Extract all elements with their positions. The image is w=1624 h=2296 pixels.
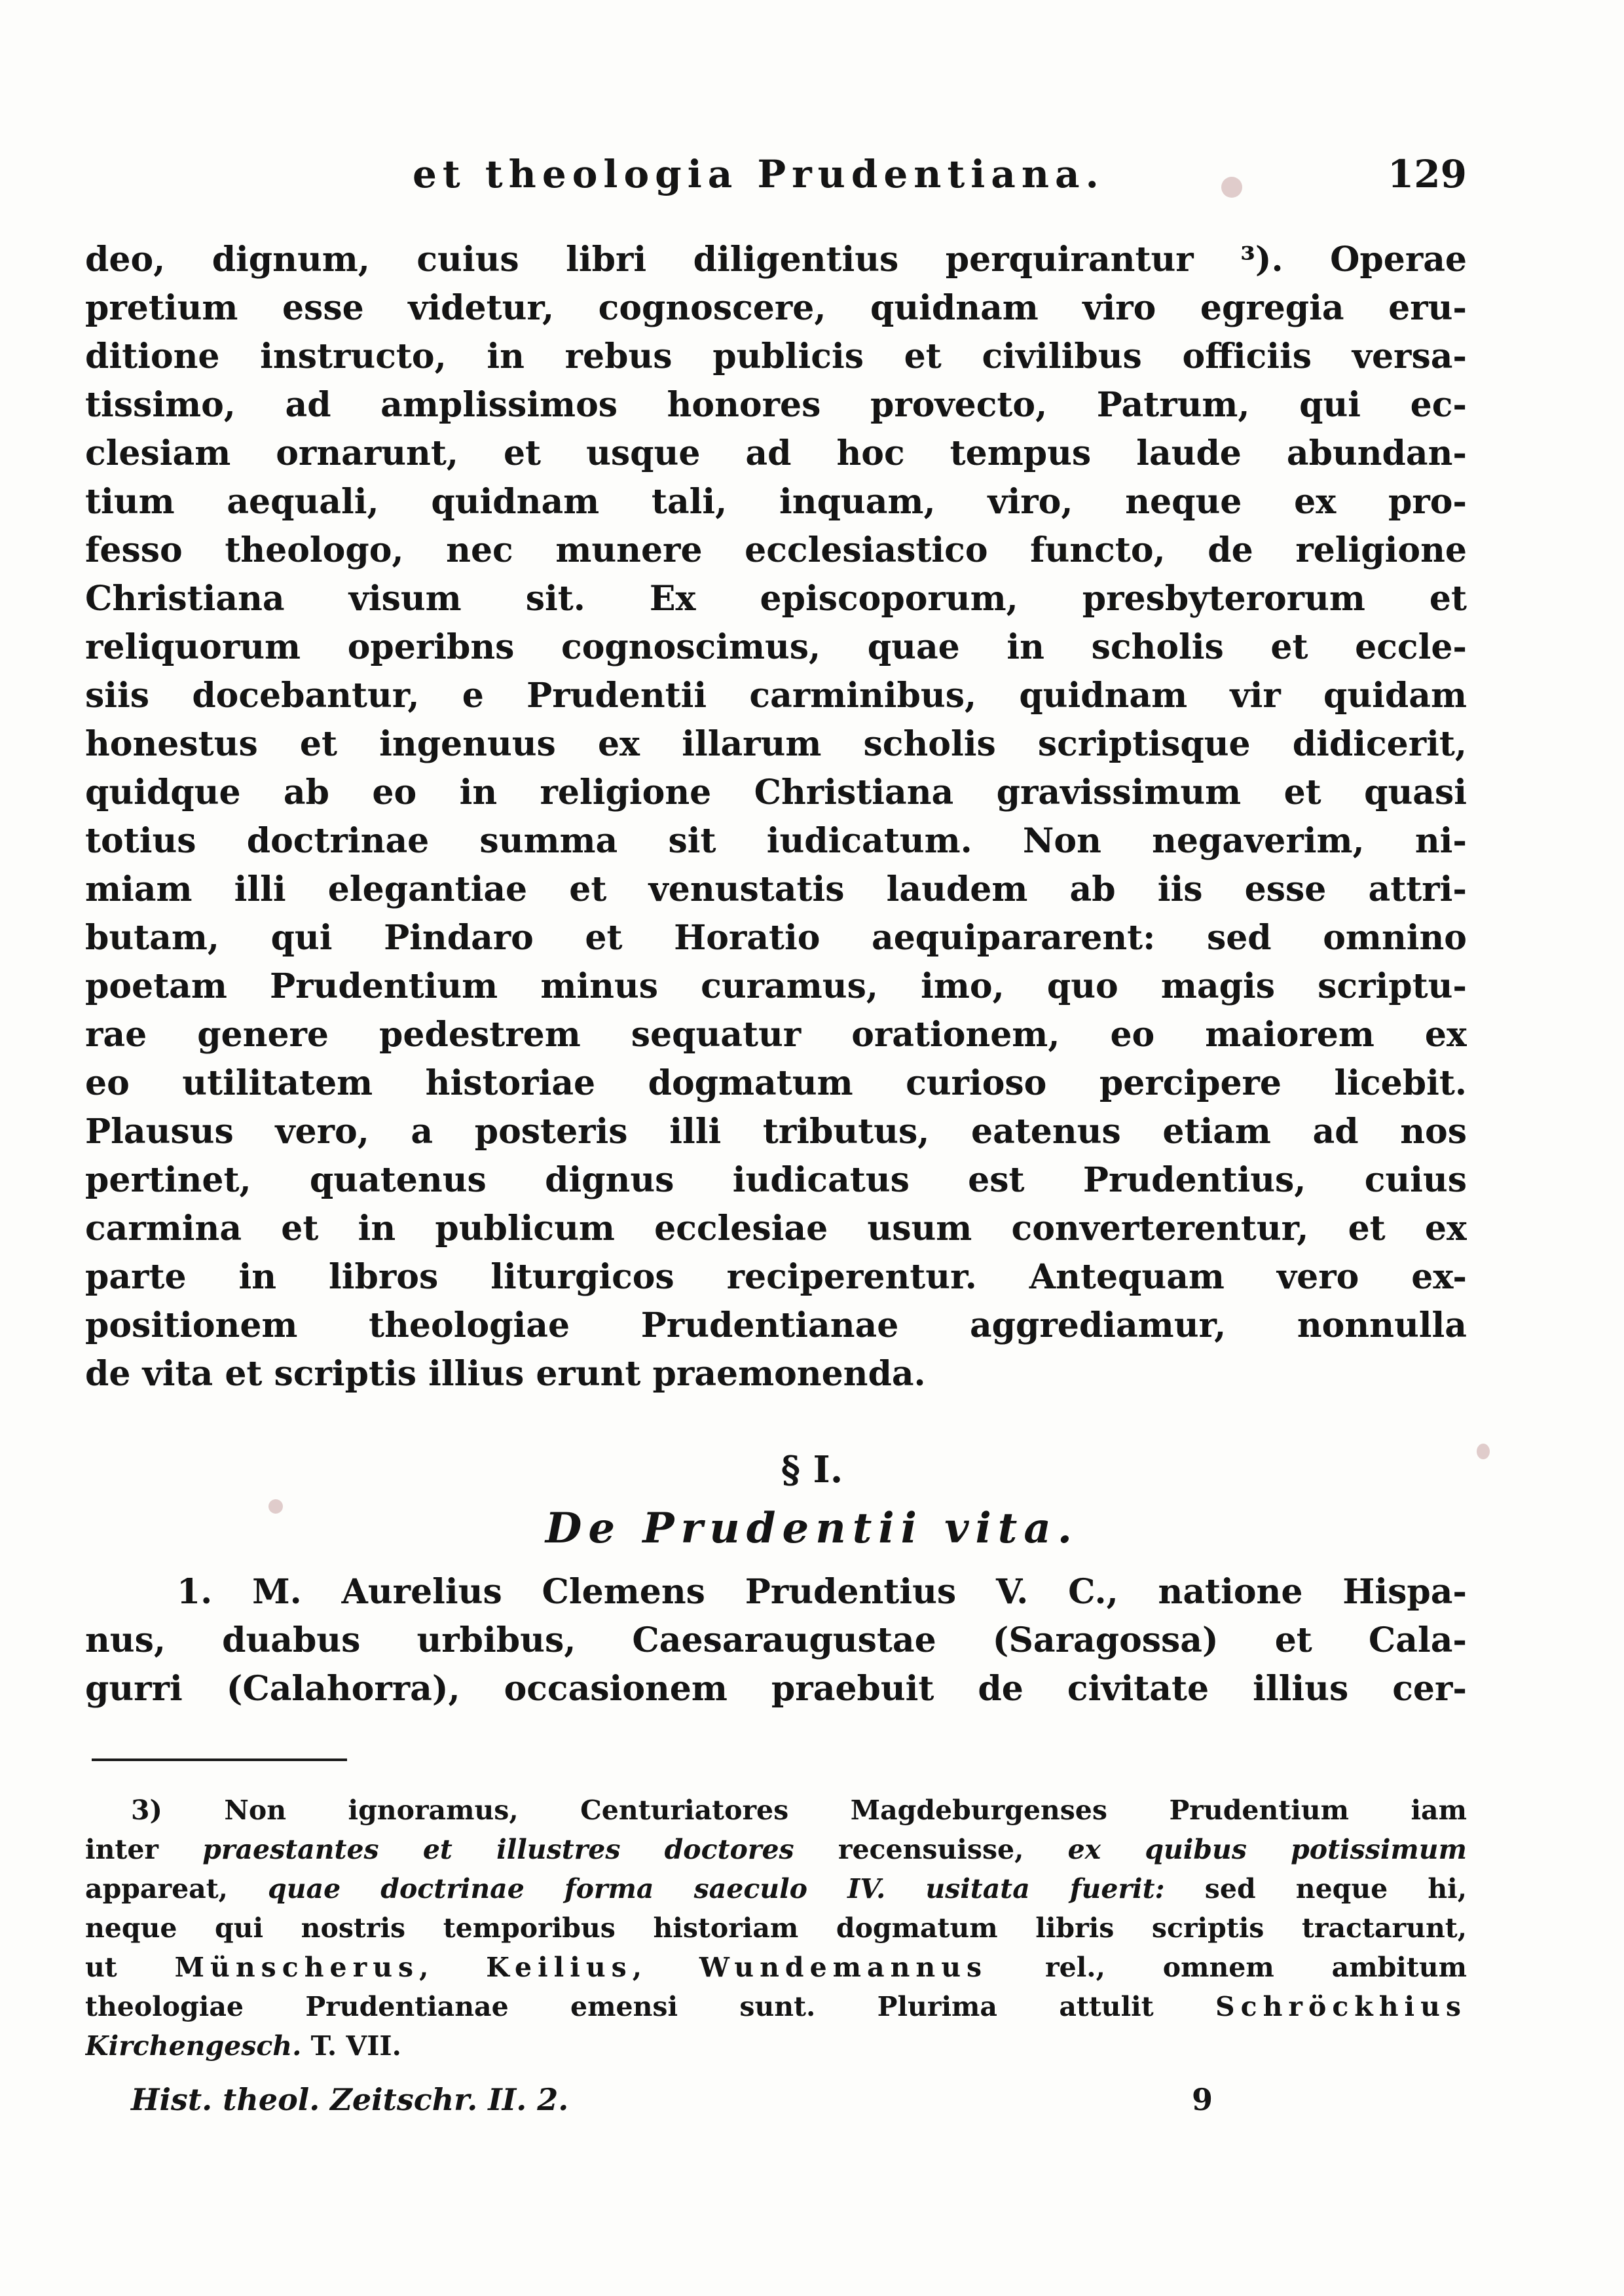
footnote-italic: ex quibus potissimum <box>1067 1834 1467 1865</box>
footnote-text: appareat, <box>85 1873 268 1904</box>
footnote-italic: praestantes et illustres doctores <box>202 1834 794 1865</box>
spaced-name: Schröckhius <box>1215 1991 1467 2022</box>
text-line: 1. M. Aurelius Clemens Prudentius V. C., natione Hispa- <box>177 1572 1467 1612</box>
section-title: De Prudentii vita. <box>545 1504 1079 1553</box>
text-line: Christiana visum sit. Ex episcoporum, presbyterorum et <box>85 579 1467 619</box>
section-text <box>85 1568 1467 1713</box>
text-line: quidque ab eo in religione Christiana gravissimum et quasi <box>85 773 1467 812</box>
text-line: ditione instructo, in rebus publicis et civilibus officiis versa- <box>85 337 1467 376</box>
text-line: totius doctrinae summa sit iudicatum. Non negaverim, ni- <box>85 821 1467 861</box>
text-line: miam illi elegantiae et venustatis laudem ab iis esse attri- <box>85 869 1467 909</box>
spaced-name: Münscherus <box>174 1952 420 1983</box>
section-mark: § I. <box>781 1448 843 1491</box>
footnote-text: T. VII. <box>301 2030 401 2062</box>
footnote-line: neque qui nostris temporibus historiam dogmatum libris scriptis tractarunt, <box>85 1912 1467 1944</box>
text-line: poetam Prudentium minus curamus, imo, quo magis scriptu- <box>85 966 1467 1006</box>
text-line: deo, dignum, cuius libri diligentius perquirantur ³). Operae <box>85 240 1467 280</box>
text-line: clesiam ornarunt, et usque ad hoc tempus laude abundan- <box>85 433 1467 473</box>
footnote-text: recensuisse, <box>794 1834 1068 1865</box>
text-line: tium aequali, quidnam tali, inquam, viro, neque ex pro- <box>85 482 1467 522</box>
footnote-line <box>85 1830 1467 1869</box>
footnote-text: , <box>632 1952 699 1983</box>
footnote-line <box>85 1948 1467 1987</box>
spaced-name: Keilius <box>486 1952 633 1983</box>
footnote <box>85 1791 1467 2066</box>
text-line: rae genere pedestrem sequatur orationem, eo maiorem ex <box>85 1015 1467 1055</box>
footnote-text: sed neque hi, <box>1164 1873 1467 1904</box>
text-line: gurri (Calahorra), occasionem praebuit de civitate illius cer- <box>85 1669 1467 1709</box>
signature-line <box>131 2082 1310 2128</box>
signature-number: 9 <box>1192 2082 1213 2117</box>
footnote-italic: Kirchengesch. <box>85 2030 302 2062</box>
running-title: et theologia Prudentiana. <box>413 152 1105 196</box>
footnote-text: theologiae Prudentianae emensi sunt. Plurima attulit <box>85 1991 1216 2022</box>
text-line: pretium esse videtur, cognoscere, quidnam viro egregia eru- <box>85 288 1467 328</box>
text-line: eo utilitatem historiae dogmatum curioso percipere licebit. <box>85 1063 1467 1103</box>
footnote-rule <box>92 1758 347 1761</box>
text-line: carmina et in publicum ecclesiae usum converterentur, et ex <box>85 1209 1467 1248</box>
footnote-text: inter <box>85 1834 203 1865</box>
text-line: siis docebantur, e Prudentii carminibus, quidnam vir quidam <box>85 676 1467 716</box>
text-line: Plausus vero, a posteris illi tributus, eatenus etiam ad nos <box>85 1112 1467 1152</box>
footnote-text: ut <box>85 1952 175 1983</box>
text-line: reliquorum operibns cognoscimus, quae in scholis et eccle- <box>85 627 1467 667</box>
signature-source: Hist. theol. Zeitschr. II. 2. <box>131 2082 569 2117</box>
text-line: de vita et scriptis illius erunt praemonenda. <box>85 1354 926 1394</box>
footnote-line <box>85 2026 1467 2066</box>
footnote-text: rel., omnem ambitum <box>987 1952 1467 1983</box>
text-line: butam, qui Pindaro et Horatio aequipararent: sed omnino <box>85 918 1467 958</box>
body-text <box>85 236 1467 1398</box>
text-line: nus, duabus urbibus, Caesaraugustae (Saragossa) et Cala- <box>85 1620 1467 1660</box>
spaced-name: Wundemannus <box>699 1952 988 1983</box>
footnote-line <box>85 1987 1467 2026</box>
text-line: honestus et ingenuus ex illarum scholis scriptisque didicerit, <box>85 724 1467 764</box>
text-line: fesso theologo, nec munere ecclesiastico functo, de religione <box>85 530 1467 570</box>
page-number: 129 <box>1387 152 1467 196</box>
text-line: parte in libros liturgicos reciperentur. Antequam vero ex- <box>85 1257 1467 1297</box>
text-line: tissimo, ad amplissimos honores provecto, Patrum, qui ec- <box>85 385 1467 425</box>
footnote-line: 3) Non ignoramus, Centuriatores Magdeburgenses Prudentium iam <box>131 1795 1467 1826</box>
text-line: positionem theologiae Prudentianae aggrediamur, nonnulla <box>85 1305 1467 1345</box>
footnote-italic: quae doctrinae forma saeculo IV. usitata fuerit: <box>268 1873 1165 1904</box>
footnote-text: , <box>419 1952 487 1983</box>
footnote-line <box>85 1869 1467 1908</box>
text-line: pertinet, quatenus dignus iudicatus est Prudentius, cuius <box>85 1160 1467 1200</box>
running-head <box>85 152 1467 204</box>
